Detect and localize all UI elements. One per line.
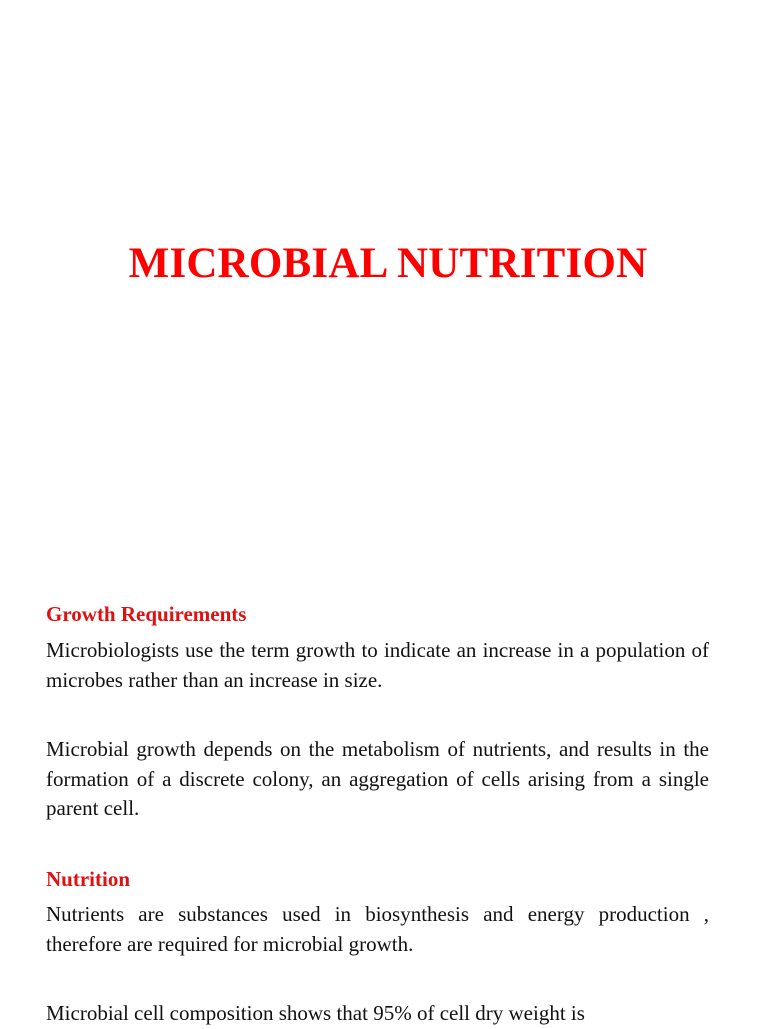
document-title: MICROBIAL NUTRITION xyxy=(128,240,648,287)
section-heading-growth-requirements: Growth Requirements xyxy=(46,602,247,626)
paragraph-cell-composition: Microbial cell composition shows that 95% of cell dry weight is xyxy=(46,1001,585,1025)
paragraph-growth-metabolism: Microbial growth depends on the metabolism of nutrients, and results in the formation of a discrete colony, an aggregation of cells arising from a single parent cell. xyxy=(46,737,709,820)
section-heading-nutrition: Nutrition xyxy=(46,867,130,891)
paragraph-growth-definition: Microbiologists use the term growth to indicate an increase in a population of microbes rather than an increase in size. xyxy=(46,638,709,692)
paragraph-nutrients-definition: Nutrients are substances used in biosynthesis and energy production , therefore are required for microbial growth. xyxy=(46,902,709,956)
